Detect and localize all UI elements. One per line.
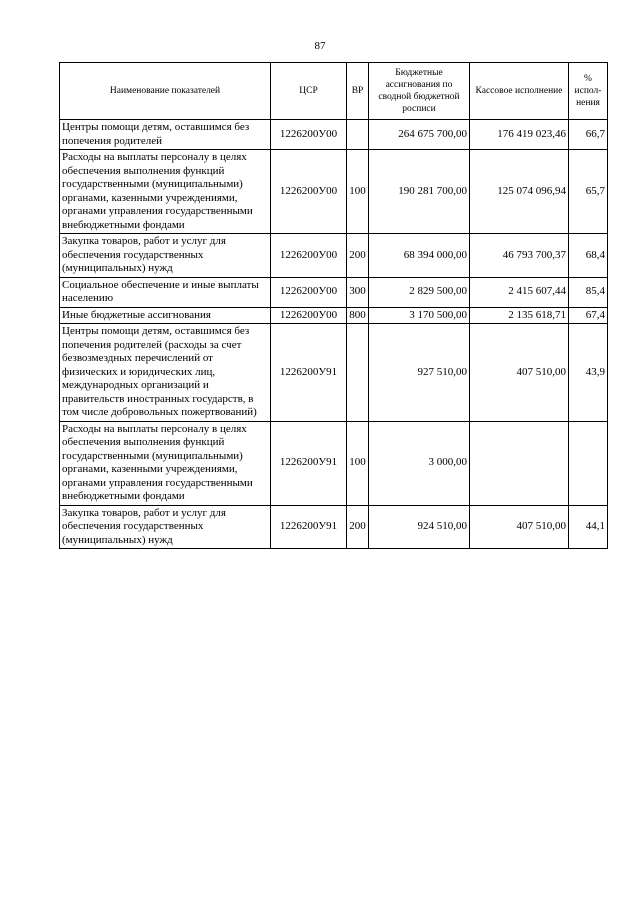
row-percent: 66,7 (569, 120, 608, 150)
row-csr: 1226200У00 (271, 277, 347, 307)
row-allocation: 190 281 700,00 (369, 150, 470, 234)
row-percent: 43,9 (569, 324, 608, 422)
row-vr (347, 120, 369, 150)
row-name: Закупка товаров, работ и услуг для обеспечения государственных (муниципальных) нужд (60, 505, 271, 549)
row-percent: 67,4 (569, 307, 608, 324)
row-vr: 100 (347, 150, 369, 234)
table-row (60, 505, 608, 549)
budget-execution-table (59, 62, 608, 549)
header-vr: ВР (347, 63, 369, 120)
row-allocation: 3 000,00 (369, 421, 470, 505)
row-name: Социальное обеспечение и иные выплаты населению (60, 277, 271, 307)
row-name: Центры помощи детям, оставшимся без попечения родителей (расходы за счет безвозмездных перечислений от физических и юридических лиц, международных организаций и правительств иностранных государств, в том числе добровольных пожертвований) (60, 324, 271, 422)
row-vr: 800 (347, 307, 369, 324)
table-row (60, 307, 608, 324)
row-vr: 100 (347, 421, 369, 505)
row-csr: 1226200У00 (271, 234, 347, 278)
header-name: Наименование показателей (60, 63, 271, 120)
row-allocation: 68 394 000,00 (369, 234, 470, 278)
row-cash: 407 510,00 (470, 505, 569, 549)
row-name: Центры помощи детям, оставшимся без попечения родителей (60, 120, 271, 150)
table-row (60, 277, 608, 307)
header-cash: Кассовое исполнение (470, 63, 569, 120)
row-vr (347, 324, 369, 422)
header-csr: ЦСР (271, 63, 347, 120)
row-csr: 1226200У91 (271, 324, 347, 422)
row-allocation: 2 829 500,00 (369, 277, 470, 307)
row-cash: 46 793 700,37 (470, 234, 569, 278)
row-allocation: 924 510,00 (369, 505, 470, 549)
row-cash: 125 074 096,94 (470, 150, 569, 234)
row-percent: 68,4 (569, 234, 608, 278)
table-header-row (60, 63, 608, 120)
row-name: Расходы на выплаты персоналу в целях обеспечения выполнения функций государственными (муниципальными) органами, казенными учреждениями, органами управления государственными внебюджетными фондами (60, 421, 271, 505)
row-vr: 300 (347, 277, 369, 307)
table-row (60, 120, 608, 150)
row-csr: 1226200У00 (271, 307, 347, 324)
row-allocation: 264 675 700,00 (369, 120, 470, 150)
row-cash: 407 510,00 (470, 324, 569, 422)
header-percent: % испол-нения (569, 63, 608, 120)
row-name: Расходы на выплаты персоналу в целях обеспечения выполнения функций государственными (муниципальными) органами, казенными учреждениями, органами управления государственными внебюджетными фондами (60, 150, 271, 234)
row-percent (569, 421, 608, 505)
row-cash: 2 135 618,71 (470, 307, 569, 324)
row-cash: 2 415 607,44 (470, 277, 569, 307)
row-csr: 1226200У00 (271, 150, 347, 234)
row-vr: 200 (347, 505, 369, 549)
table-row (60, 150, 608, 234)
row-name: Иные бюджетные ассигнования (60, 307, 271, 324)
row-csr: 1226200У91 (271, 505, 347, 549)
row-percent: 85,4 (569, 277, 608, 307)
table-row (60, 234, 608, 278)
row-allocation: 927 510,00 (369, 324, 470, 422)
row-cash: 176 419 023,46 (470, 120, 569, 150)
table-row (60, 324, 608, 422)
row-csr: 1226200У00 (271, 120, 347, 150)
row-name: Закупка товаров, работ и услуг для обеспечения государственных (муниципальных) нужд (60, 234, 271, 278)
row-percent: 65,7 (569, 150, 608, 234)
row-cash (470, 421, 569, 505)
row-percent: 44,1 (569, 505, 608, 549)
page-number: 87 (314, 40, 326, 52)
row-csr: 1226200У91 (271, 421, 347, 505)
table-row (60, 421, 608, 505)
row-allocation: 3 170 500,00 (369, 307, 470, 324)
header-allocation: Бюджетные ассигнования по сводной бюджетной росписи (369, 63, 470, 120)
row-vr: 200 (347, 234, 369, 278)
